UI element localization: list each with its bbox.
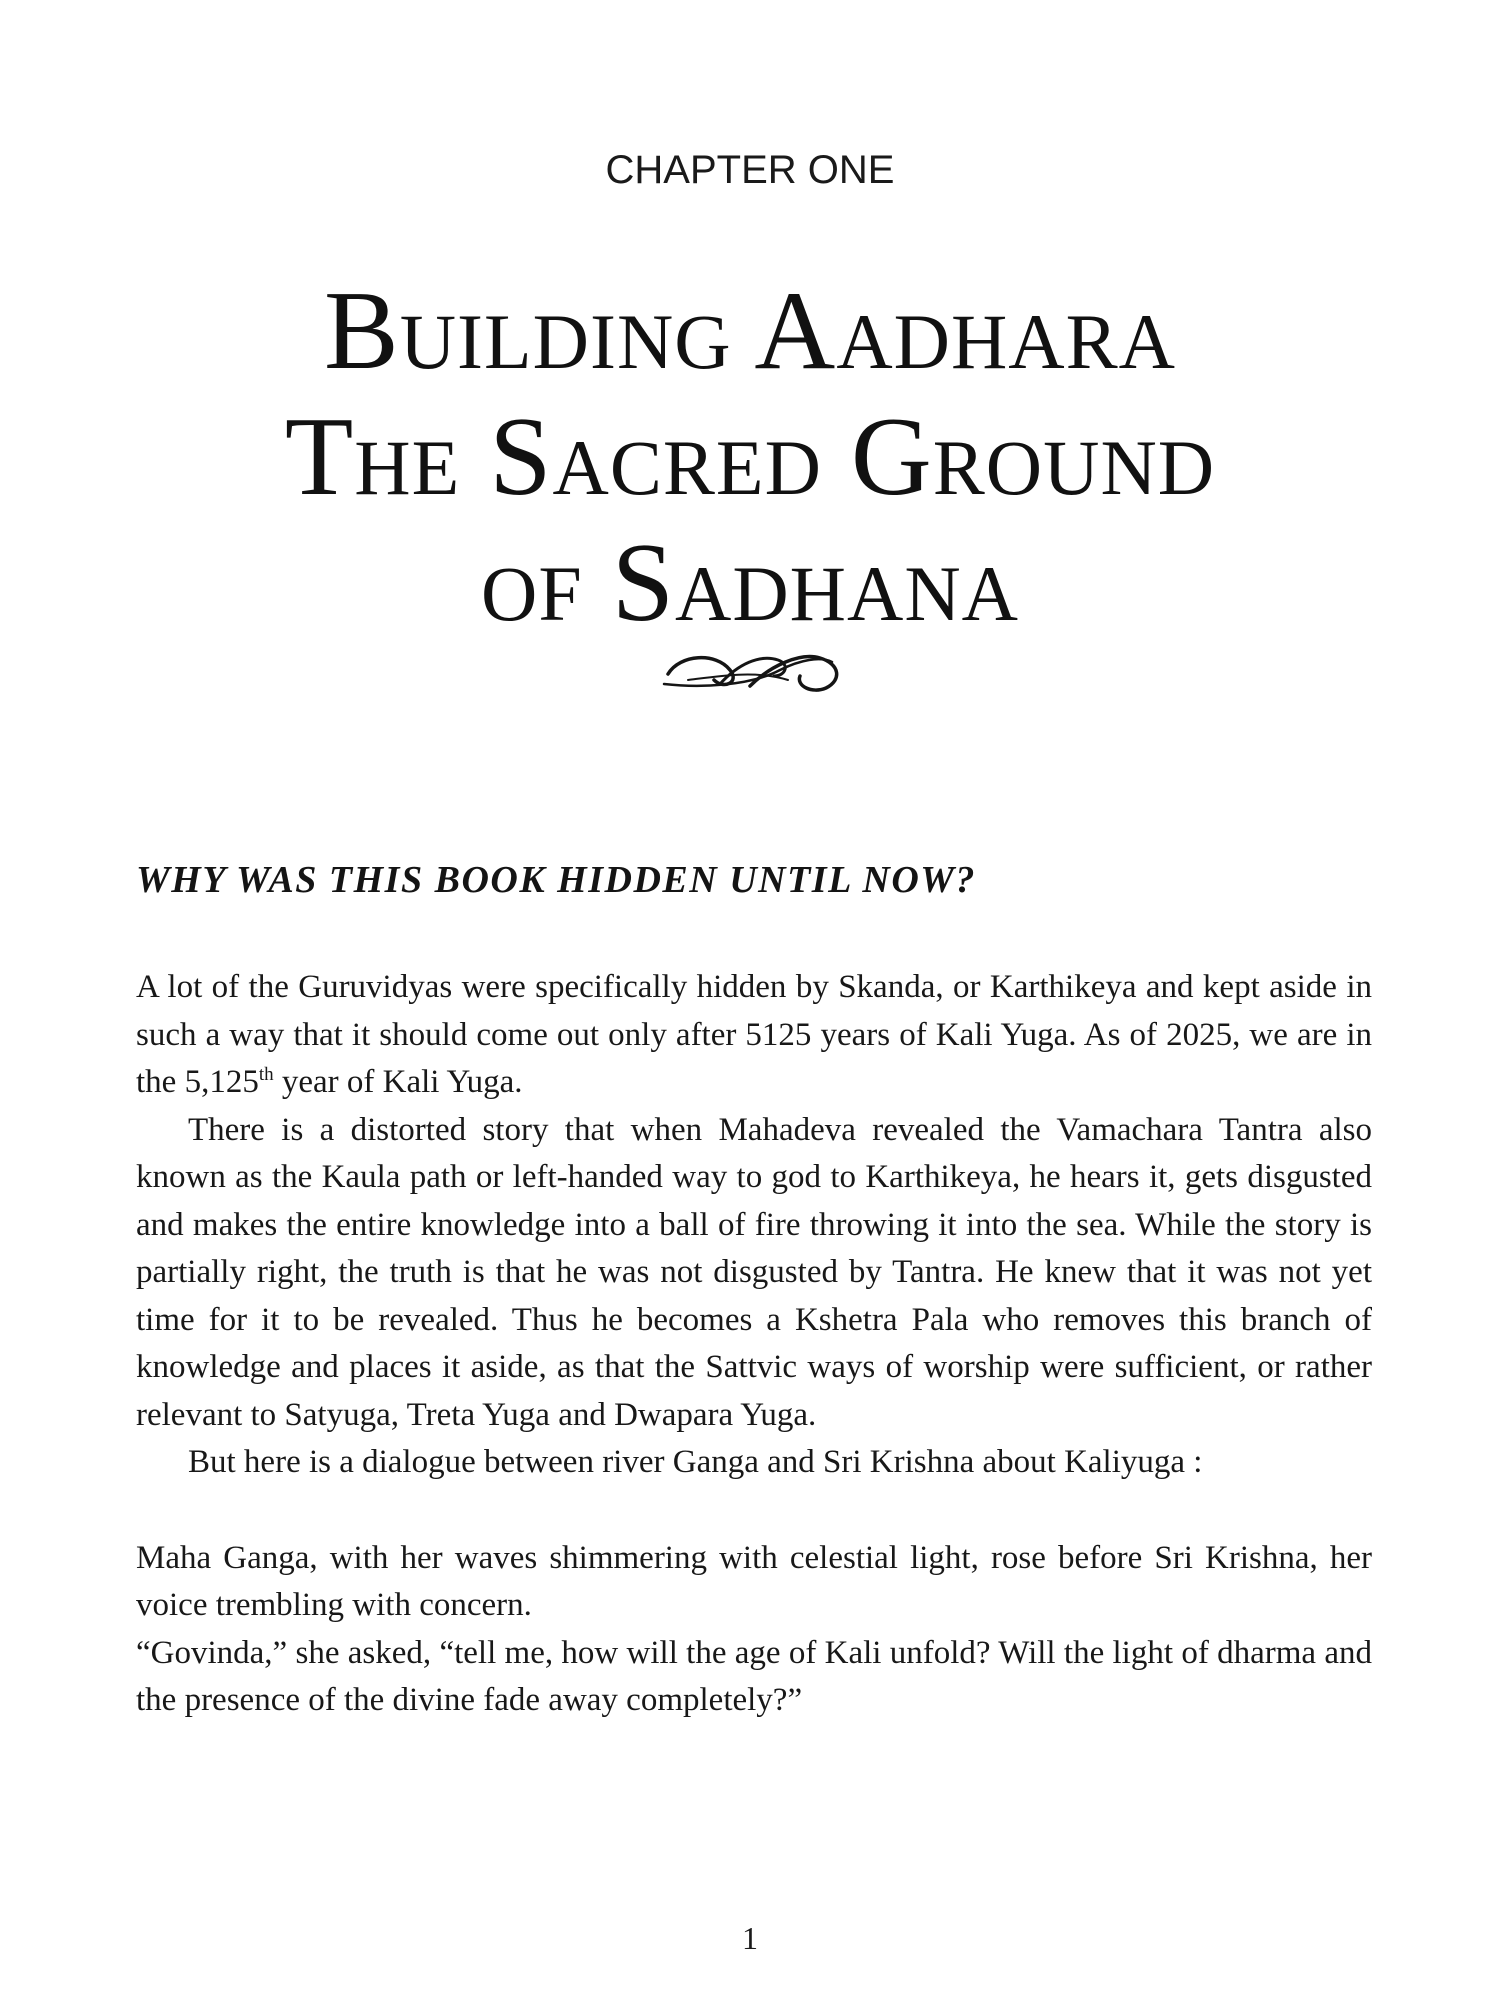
superscript-th: th <box>258 1064 274 1085</box>
section-heading: WHY WAS THIS BOOK HIDDEN UNTIL NOW? <box>136 859 977 901</box>
paragraph-3: But here is a dialogue between river Ganga and Sri Krishna about Kaliyuga : <box>188 1444 1203 1480</box>
paragraph-1-text: A lot of the Guruvidyas were specifically hidden by Skanda, or Karthikeya and kept aside in such a way that it should come out only after 5125 years of Kali Yuga. As of 2025, we are in the 5,125 <box>136 969 1372 1100</box>
page-number: 1 <box>742 1920 758 1956</box>
chapter-title-line-1: Building Aadhara <box>324 269 1176 393</box>
chapter-title <box>0 268 1500 646</box>
paragraph-1 <box>136 964 1372 1107</box>
paragraph-5: “Govinda,” she asked, “tell me, how will the age of Kali unfold? Will the light of dharma and the presence of the divine fade away completely?” <box>136 1634 1372 1718</box>
paragraph-4: Maha Ganga, with her waves shimmering with celestial light, rose before Sri Krishna, her voice trembling with concern. <box>136 1539 1372 1623</box>
paragraph-2: There is a distorted story that when Mahadeva revealed the Vamachara Tantra also known as the Kaula path or left-handed way to god to Karthikeya, he hears it, gets disgusted and makes the entire knowledge into a ball of fire throwing it into the sea. While the story is partially right, the truth is that he was not disgusted by Tantra. He knew that it was not yet time for it to be revealed. Thus he becomes a Kshetra Pala who removes this branch of knowledge and places it aside, as that the Sattvic ways of worship were sufficient, or rather relevant to Satyuga, Treta Yuga and Dwapara Yuga. <box>136 1111 1372 1433</box>
body-text <box>136 964 1372 1725</box>
flourish-ornament-icon <box>660 640 850 700</box>
paragraph-1-text-end: year of Kali Yuga. <box>273 1064 523 1100</box>
chapter-title-line-3: of Sadhana <box>481 521 1019 645</box>
chapter-title-line-2: The Sacred Ground <box>284 395 1216 519</box>
chapter-label: CHAPTER ONE <box>605 148 895 192</box>
